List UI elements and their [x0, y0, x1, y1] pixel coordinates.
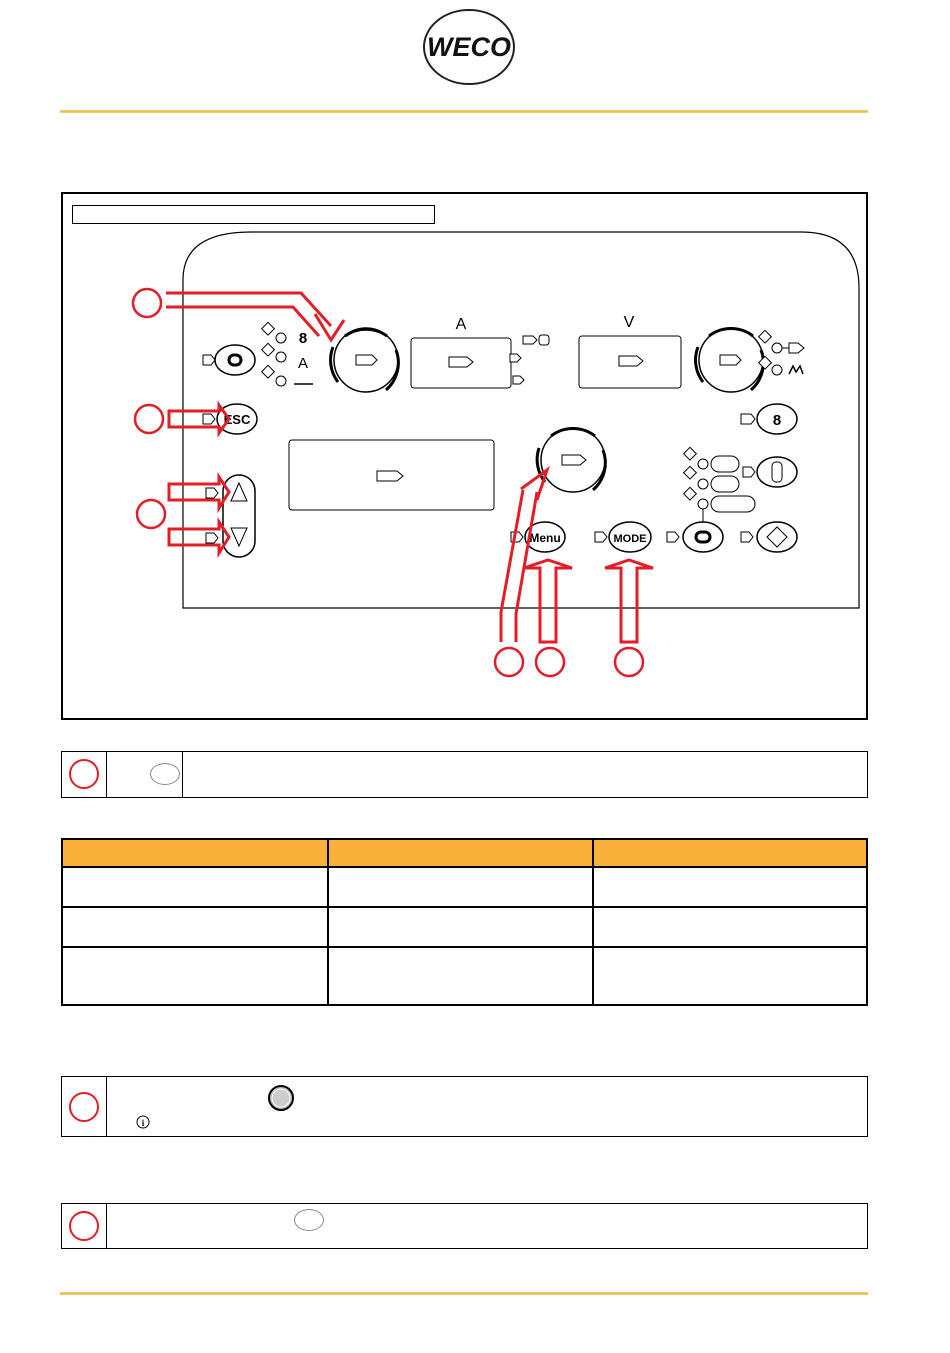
header-cell-2 [328, 839, 594, 867]
box-divider [106, 1077, 107, 1136]
info-box-1 [61, 751, 868, 798]
header-rule [60, 110, 868, 113]
table-cell [328, 947, 594, 1005]
header-cell-1 [62, 839, 328, 867]
logo-text: WECO [427, 32, 511, 62]
weco-logo [421, 8, 517, 86]
knob-icon [267, 1084, 295, 1112]
table-cell [593, 867, 867, 907]
parameter-table [61, 838, 868, 1006]
table-cell [328, 867, 594, 907]
info-box-2 [61, 1076, 868, 1137]
control-panel-diagram [61, 192, 868, 720]
mode-indicators [684, 447, 755, 522]
svg-text:MODE: MODE [613, 533, 647, 545]
table-cell [62, 947, 328, 1005]
callout-number-2 [69, 1092, 99, 1122]
table-cell [593, 947, 867, 1005]
table-cell [62, 867, 328, 907]
footer-rule [60, 1292, 868, 1295]
right-indicators [759, 330, 804, 375]
zero-button [215, 345, 255, 375]
left-knob [331, 328, 399, 392]
box-divider [106, 752, 107, 797]
svg-text:8: 8 [298, 330, 308, 347]
svg-text:Menu: Menu [529, 531, 561, 545]
mode-select-button [683, 522, 723, 552]
current-label: A [455, 316, 467, 333]
svg-text:i: i [141, 1118, 145, 1128]
voltage-label: V [623, 314, 635, 331]
svg-text:8: 8 [772, 412, 782, 429]
button-icon [294, 1209, 324, 1231]
table-cell [593, 907, 867, 947]
table-cell [62, 907, 328, 947]
amp-symbol: A [297, 355, 309, 372]
svg-text:ESC: ESC [223, 412, 251, 427]
table-cell [328, 907, 594, 947]
left-indicators [262, 322, 313, 386]
info-box-3 [61, 1203, 868, 1249]
button-icon [150, 763, 180, 785]
right-knob [696, 328, 764, 392]
callout-number-3 [69, 1211, 99, 1241]
box-divider [106, 1204, 107, 1248]
center-knob [537, 428, 605, 492]
callout-number-1 [69, 759, 99, 789]
header-cell-3 [593, 839, 867, 867]
info-icon [136, 1115, 150, 1129]
box-divider-2 [182, 752, 183, 797]
